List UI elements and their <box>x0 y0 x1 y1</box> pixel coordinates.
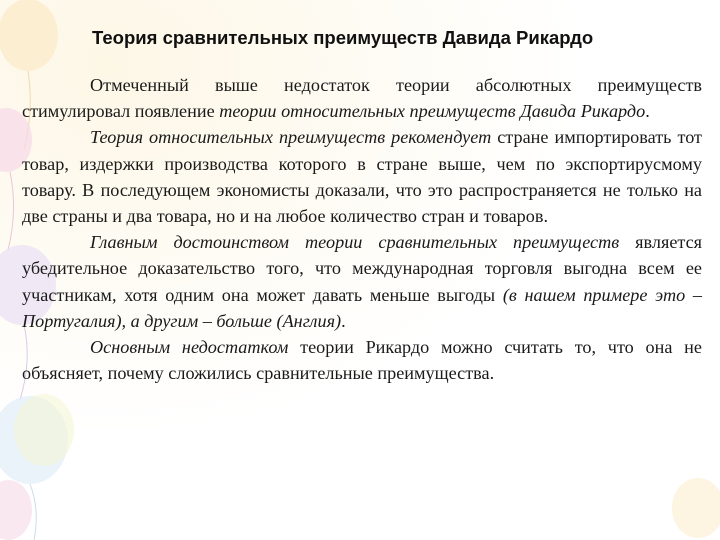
text-run: теории Рикардо можно считать то, что она не объясняет, почему сложились сравнительные преимущества. <box>22 337 702 384</box>
paragraph <box>22 334 702 386</box>
paragraph <box>22 72 702 124</box>
text-run: . <box>645 101 650 122</box>
slide-content <box>22 0 702 386</box>
slide-title: Теория сравнительных преимуществ Давида Рикардо <box>92 27 594 48</box>
text-run: является убедительное доказательство того, что международная торговля выгодна всем ее участникам, хотя одним она может давать меньше выгоды <box>22 232 703 305</box>
paragraph <box>22 229 702 334</box>
text-run-italic: (в нашем примере это –Португалия), а другим – больше (Англия) <box>22 284 702 331</box>
paragraph <box>22 124 702 229</box>
text-run-italic: Основным недостатком <box>90 337 289 358</box>
balloon-icon <box>0 480 32 540</box>
text-run-italic: теории относительных преимуществ Давида Рикардо <box>219 101 646 122</box>
text-run-italic: Теория относительных преимуществ рекомендует <box>90 127 492 148</box>
text-run: Отмеченный выше недостаток теории абсолютных преимуществ стимулировал появление <box>22 75 702 122</box>
text-run: стране импортировать тот товар, издержки производства которого в стране выше, чем по экспортирусмому товару. В последующем экономисты доказали, что это распространяется не только на две страны и два товара, но и на любое количество стран и товаров. <box>22 127 702 227</box>
text-run-italic: Главным достоинством теории сравнительных преимуществ <box>90 232 620 253</box>
slide-body <box>22 72 702 386</box>
balloon-icon <box>672 478 720 538</box>
text-run: . <box>341 310 346 331</box>
